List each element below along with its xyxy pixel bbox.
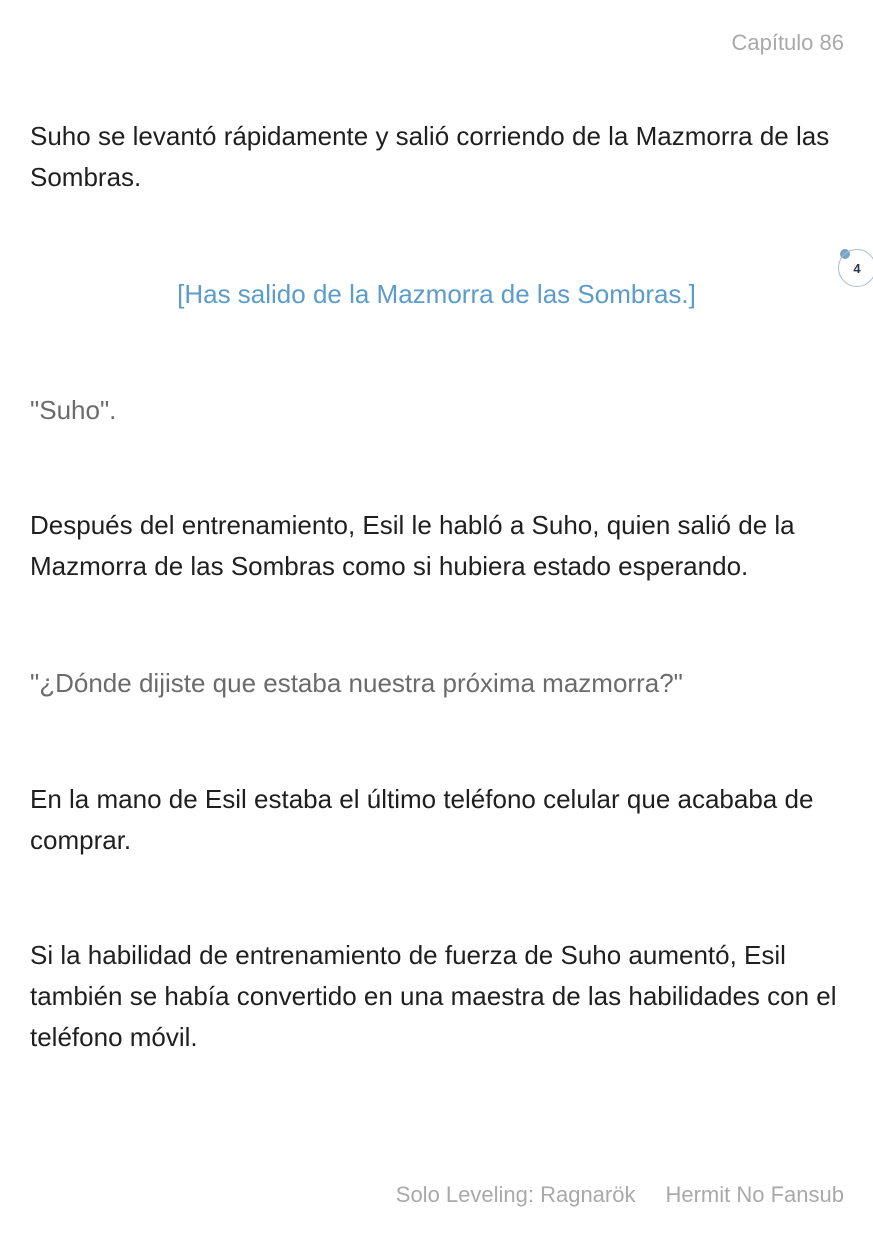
chapter-label: Capítulo 86 (731, 30, 844, 55)
dialogue-2: "¿Dónde dijiste que estaba nuestra próxima mazmorra?" (30, 668, 683, 698)
paragraph-2: Después del entrenamiento, Esil le habló a Suho, quien salió de la Mazmorra de las Sombras como si hubiera estado esperando. (30, 510, 795, 581)
paragraph-3: En la mano de Esil estaba el último teléfono celular que acababa de comprar. (30, 784, 814, 855)
footer (396, 1182, 844, 1208)
paragraph-1: Suho se levantó rápidamente y salió corriendo de la Mazmorra de las Sombras. (30, 121, 830, 192)
dialogue-1: "Suho". (30, 395, 117, 425)
comment-count-badge[interactable]: 4 (838, 249, 873, 287)
paragraph-4: Si la habilidad de entrenamiento de fuerza de Suho aumentó, Esil también se había convertido en una maestra de las habilidades con el teléfono móvil. (30, 940, 837, 1052)
book-title: Solo Leveling: Ragnarök (395, 1182, 636, 1207)
system-message: [Has salido de la Mazmorra de las Sombras.] (177, 279, 696, 309)
translator-credit: Hermit No Fansub (665, 1182, 844, 1207)
